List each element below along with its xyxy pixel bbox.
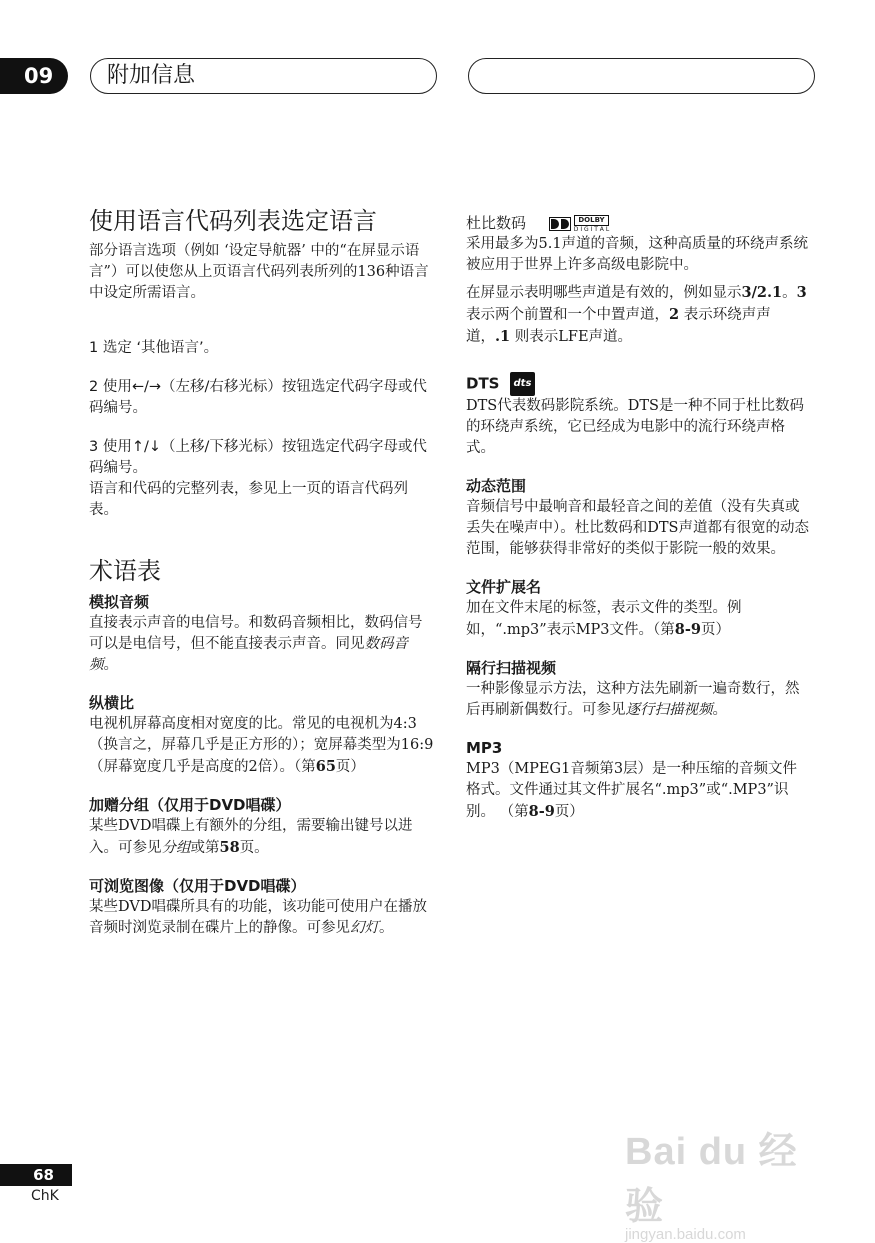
language-paragraph: 部分语言选项（例如 ‘设定导航器’ 中的“在屏显示语言”）可以使您从上页语言代码列表所列的136种语言中设定所需语言。 xyxy=(89,243,429,301)
heading-glossary: 术语表 xyxy=(89,557,161,585)
def-bonus: 某些DVD唱碟上有额外的分组，需要输出键号以进入。可参见分组或第58页。 xyxy=(89,818,413,856)
term-bonus: 加赠分组（仅用于DVD唱碟） xyxy=(89,796,291,814)
def-browsable: 某些DVD唱碟所具有的功能，该功能可使用户在播放音频时浏览录制在碟片上的静像。可参见幻灯。 xyxy=(89,899,427,936)
left-column xyxy=(89,205,434,955)
term-mp3: MP3 xyxy=(466,739,503,757)
def-dts: DTS代表数码影院系统。DTS是一种不同于杜比数码的环绕声系统，它已经成为电影中的流行环绕声格式。 xyxy=(466,398,804,456)
def-aspect: 电视机屏幕高度相对宽度的比。常见的电视机为4:3（换言之，屏幕几乎是正方形的）；宽屏幕类型为16:9（屏幕宽度几乎是高度的2倍）。（第65页） xyxy=(89,716,434,775)
term-file-extension: 文件扩展名 xyxy=(466,578,542,596)
term-dolby: 杜比数码 DOLBY D I G I T A L xyxy=(466,214,610,233)
header-empty-pill xyxy=(468,58,815,94)
def-dolby-2: 在屏显示表明哪些声道是有效的，例如显示3/2.1。3 表示两个前置和一个中置声道，2 表示环绕声声道，.1 则表示LFE声道。 xyxy=(466,284,807,345)
step-3: 3 使用↑/↓（上移/下移光标）按钮选定代码字母或代码编号。 xyxy=(89,439,427,476)
dolby-digital-logo-icon: DOLBY D I G I T A L xyxy=(549,215,609,233)
term-aspect: 纵横比 xyxy=(89,694,135,712)
term-analog: 模拟音频 xyxy=(89,593,150,611)
def-mp3: MP3（MPEG1音频第3层）是一种压缩的音频文件格式。文件通过其文件扩展名“.mp3”或“.MP3”识别。 （第8-9页） xyxy=(466,761,798,820)
page-language-code: ChK xyxy=(31,1188,59,1204)
def-dynamic-range: 音频信号中最响音和最轻音之间的差值（没有失真或丢失在噪声中）。杜比数码和DTS声道都有很宽的动态范围，能够获得非常好的类似于影院一般的效果。 xyxy=(466,499,809,557)
term-dynamic-range: 动态范围 xyxy=(466,477,527,495)
heading-language-code: 使用语言代码列表选定语言 xyxy=(89,207,377,235)
step-2: 2 使用←/→（左移/右移光标）按钮选定代码字母或代码编号。 xyxy=(89,379,427,416)
baidu-watermark xyxy=(625,1120,825,1243)
def-analog: 直接表示声音的电信号。和数码音频相比，数码信号可以是电信号，但不能直接表示声音。同见数码音频。 xyxy=(89,615,423,673)
chapter-title: 附加信息 xyxy=(90,58,437,94)
term-dts: DTS dts xyxy=(466,372,811,396)
page-number: 68 xyxy=(0,1164,72,1186)
chapter-number-badge: 09 xyxy=(0,58,68,94)
term-interlace: 隔行扫描视频 xyxy=(466,659,557,677)
term-browsable: 可浏览图像（仅用于DVD唱碟） xyxy=(89,877,306,895)
def-interlace: 一种影像显示方法，这种方法先刷新一遍奇数行，然后再刷新偶数行。可参见逐行扫描视频。 xyxy=(466,681,800,718)
right-column xyxy=(466,212,811,839)
dts-logo-icon: dts xyxy=(510,372,536,396)
step-3-note: 语言和代码的完整列表，参见上一页的语言代码列表。 xyxy=(89,481,408,518)
step-1: 1 选定 ‘其他语言’。 xyxy=(89,340,219,356)
def-dolby-1: 采用最多为5.1声道的音频，这种高质量的环绕声系统被应用于世界上许多高级电影院中。 xyxy=(466,236,809,273)
watermark-url: jingyan.baidu.com xyxy=(625,1226,746,1243)
def-file-extension: 加在文件末尾的标签，表示文件的类型。例如，“.mp3”表示MP3文件。（第8-9页） xyxy=(466,600,742,638)
watermark-logo: Bai du 经验 xyxy=(625,1131,798,1228)
